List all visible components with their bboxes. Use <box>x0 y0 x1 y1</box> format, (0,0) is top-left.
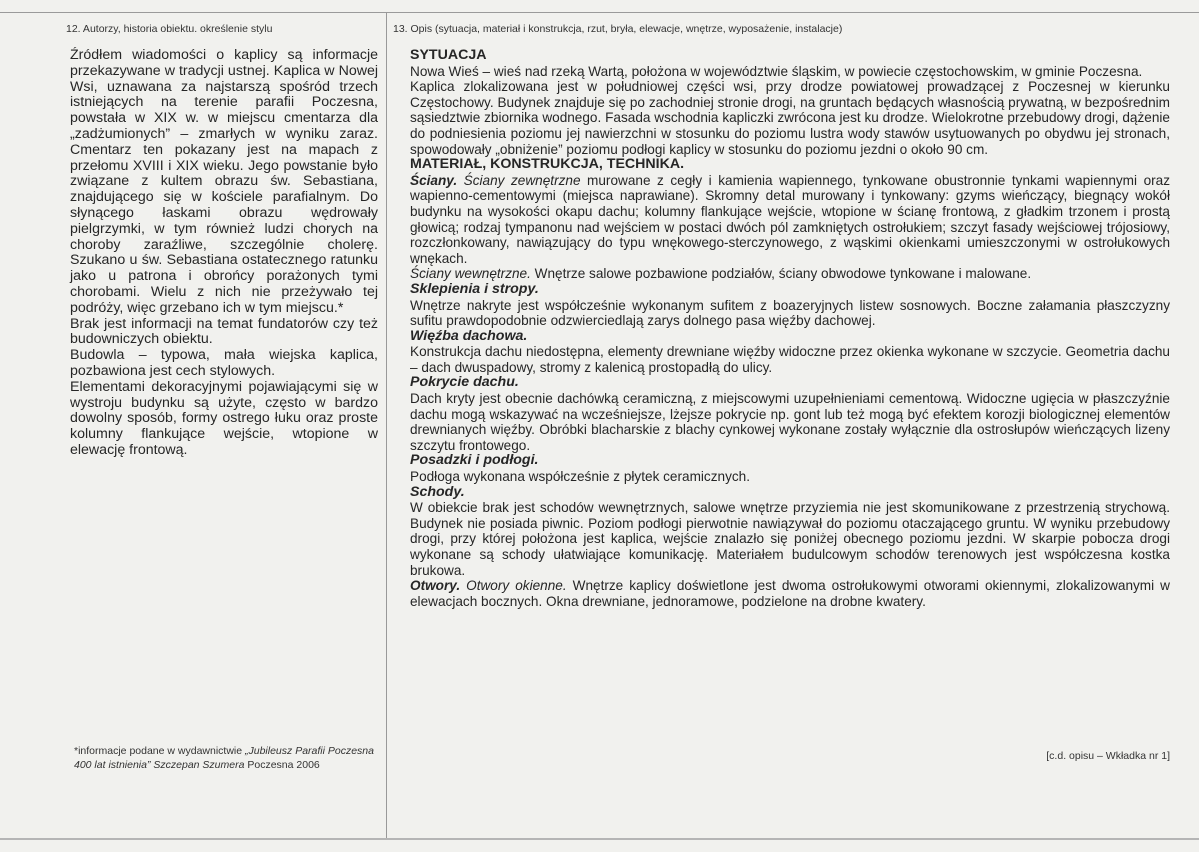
footnote-title: „Jubileusz Parafii Poczesna 400 lat istnienia” Szczepan Szumera <box>74 745 374 771</box>
left-column <box>60 22 380 459</box>
footnote-prefix: *informacje podane w wydawnictwie <box>74 745 245 757</box>
sytuacja-paragraph-2: Kaplica zlokalizowana jest w południowej części wsi, przy drodze powiatowej prowadzącej z Poczesnej w kierunku Częstochowy. Budynek znajduje się po zachodniej stronie drogi, na gruntach będących własnością prywatną, w bezpośrednim sąsiedztwie zbiornika wodnego. Fasada wschodnia kapliczki zwrócona jest ku drodze. Wielokrotne przebudowy drogi, dążenie do podniesienia poziomu jej nawierzchni w stosunku do poziomu lustra wody stawów usytuowanych po obydwu jej stronach, spowodowały „obniżenie” poziomu podłogi kaplicy w stosunku do poziomu jezdni o około 90 cm. <box>410 79 1170 157</box>
sciany-wewnetrzne-paragraph <box>410 266 1170 282</box>
otwory-paragraph <box>410 578 1170 609</box>
history-text <box>70 48 378 459</box>
history-paragraph: Elementami dekoracyjnymi pojawiającymi się w wystroju budynku są użyte, często w bardzo dowolny sposób, formy ostrego łuku oraz proste kolumny flankujące wejście, wtopione w elewację frontową. <box>70 378 378 458</box>
sciany-wewnetrzne-label: Ściany wewnętrzne. <box>410 266 531 282</box>
schody-heading: Schody. <box>410 483 465 500</box>
sciany-zewnetrzne-text: murowane z cegły i kamienia wapiennego, tynkowane obustronnie tynkami wapiennymi oraz wapienno-cementowymi (miejsca naprawiane). Skromny detal murowany i tynkowany: gzyms wieńczący, biegnący wokół budynku na wysokości okapu dachu; kolumny flankujące wejście, wtopione w ścianę frontową, z gładkim trzonem i prostą głowicą; rodzaj tympanonu nad wejściem w postaci dwóch pól zamkniętych ostrołukiem; szczyt fasady wejściowej trójosiowy, rozczłonkowany, nawiązujący do typu wnękowego-sterczynowego, z wąskimi okienkami umieszczonymi w ostrołukowych wnękach. <box>410 172 1171 266</box>
sklepienia-heading: Sklepienia i stropy. <box>410 280 539 297</box>
description-text <box>410 48 1170 609</box>
history-paragraph: Brak jest informacji na temat fundatorów czy też budowniczych obiektu. <box>70 315 378 348</box>
otwory-label: Otwory. <box>410 578 461 594</box>
sklepienia-paragraph: Wnętrze nakryte jest współcześnie wykonanym sufitem z boazeryjnych listew sosnowych. Boczne załamania płaszczyzny sufitu prawdopodobnie odzwierciedlają zarys dolnego pasa więźby dachowej. <box>410 297 1170 329</box>
sytuacja-paragraph-1: Nowa Wieś – wieś nad rzeką Wartą, położona w województwie śląskim, w powiecie częstochowskim, w gminie Poczesna. <box>410 63 1143 79</box>
wiezba-heading: Więźba dachowa. <box>410 327 528 344</box>
top-rule <box>0 12 1199 13</box>
posadzki-paragraph: Podłoga wykonana współcześnie z płytek ceramicznych. <box>410 469 751 485</box>
otwory-text: Wnętrze kaplicy doświetlone jest dwoma ostrołukowymi otworami okiennymi, zlokalizowanymi w elewacjach bocznych. Okna drewniane, jednoramowe, podzielone na drobne kwatery. <box>410 578 1170 609</box>
sciany-wewnetrzne-text: Wnętrze salowe pozbawione podziałów, ściany obwodowe tynkowane i malowane. <box>530 266 1032 282</box>
right-column <box>393 22 1173 609</box>
right-column-header: 13. Opis (sytuacja, materiał i konstrukcja, rzut, bryła, elewacje, wnętrze, wyposażenie, instalacje) <box>393 23 843 35</box>
footnote-suffix: Poczesna 2006 <box>244 758 320 771</box>
sciany-paragraph <box>410 173 1170 267</box>
pokrycie-paragraph: Dach kryty jest obecnie dachówką ceramiczną, z miejscowymi uzupełnieniami cementową. Widoczne ugięcia w płaszczyźnie dachu mogą wskazywać na wcześniejsze, lżejsze pokrycie np. gont lub też mogą być efektem korozji biologicznej elementów drewnianych więźby. Obróbki blacharskie z blachy cynkowej wykonane zostały wyłącznie dla ostrosłupów wieńczących lizeny szczytu frontowego. <box>410 391 1170 453</box>
sciany-zewnetrzne-label: Ściany zewnętrzne <box>463 172 581 188</box>
section-heading-material: MATERIAŁ, KONSTRUKCJA, TECHNIKA. <box>410 156 685 173</box>
bottom-rule <box>0 838 1199 840</box>
column-divider <box>386 12 387 838</box>
history-paragraph: Źródłem wiadomości o kaplicy są informacje przekazywane w tradycji ustnej. Kaplica w Nowej Wsi, uznawana za najstarszą spośród trzech istniejących na terenie parafii Poczesna, powstała w XIX w. w miejscu cmentarza dla „zadżumionych” – zmarłych w wyniku zaraz. Cmentarz ten pokazany jest na mapach z przełomu XVIII i XIX wieku. Jego powstanie było związane z kultem obrazu św. Sebastiana, znajdującego się w kościele parafialnym. Do słynącego łaskami obrazu wędrowały pielgrzymki, w tym również ludzi chorych na choroby zaraźliwe, szczególnie cholerę. Szukano u św. Sebastiana ostatecznego ratunku jako u patrona i obrońcy porażonych tymi chorobami. Wielu z nich nie przeżywało tej podróży, więc grzebano ich w tym miejscu.* <box>70 47 378 316</box>
continuation-note: [c.d. opisu – Wkładka nr 1] <box>1046 750 1170 762</box>
footnote <box>74 745 374 772</box>
posadzki-heading: Posadzki i podłogi. <box>410 452 539 469</box>
pokrycie-heading: Pokrycie dachu. <box>410 374 519 391</box>
schody-paragraph: W obiekcie brak jest schodów wewnętrznych, salowe wnętrze przyziemia nie jest skomunikowane z przestrzenią strychową. Budynek nie posiada piwnic. Poziom podłogi pierwotnie nawiązywał do poziomu otaczającego gruntu. W wyniku przebudowy drogi, przy której położona jest kaplica, wejście znalazło się poniżej obecnego poziomu jezdni. W skarpie pobocza drogi wykonane są schody ułatwiające komunikację. Materiałem budulcowym schodów terenowych jest współczesna kostka brukowa. <box>410 500 1170 578</box>
wiezba-paragraph: Konstrukcja dachu niedostępna, elementy drewniane więźby widoczne przez okienka wykonane w szczycie. Geometria dachu – dach dwuspadowy, stromy z kalenicą prostopadłą do ulicy. <box>410 344 1170 375</box>
section-heading-sytuacja: SYTUACJA <box>410 47 487 63</box>
history-paragraph: Budowla – typowa, mała wiejska kaplica, pozbawiona jest cech stylowych. <box>70 347 378 379</box>
left-column-header: 12. Autorzy, historia obiektu. określenie stylu <box>66 23 273 35</box>
otwory-okienne-label: Otwory okienne. <box>466 578 567 594</box>
sciany-label: Ściany. <box>410 172 458 188</box>
